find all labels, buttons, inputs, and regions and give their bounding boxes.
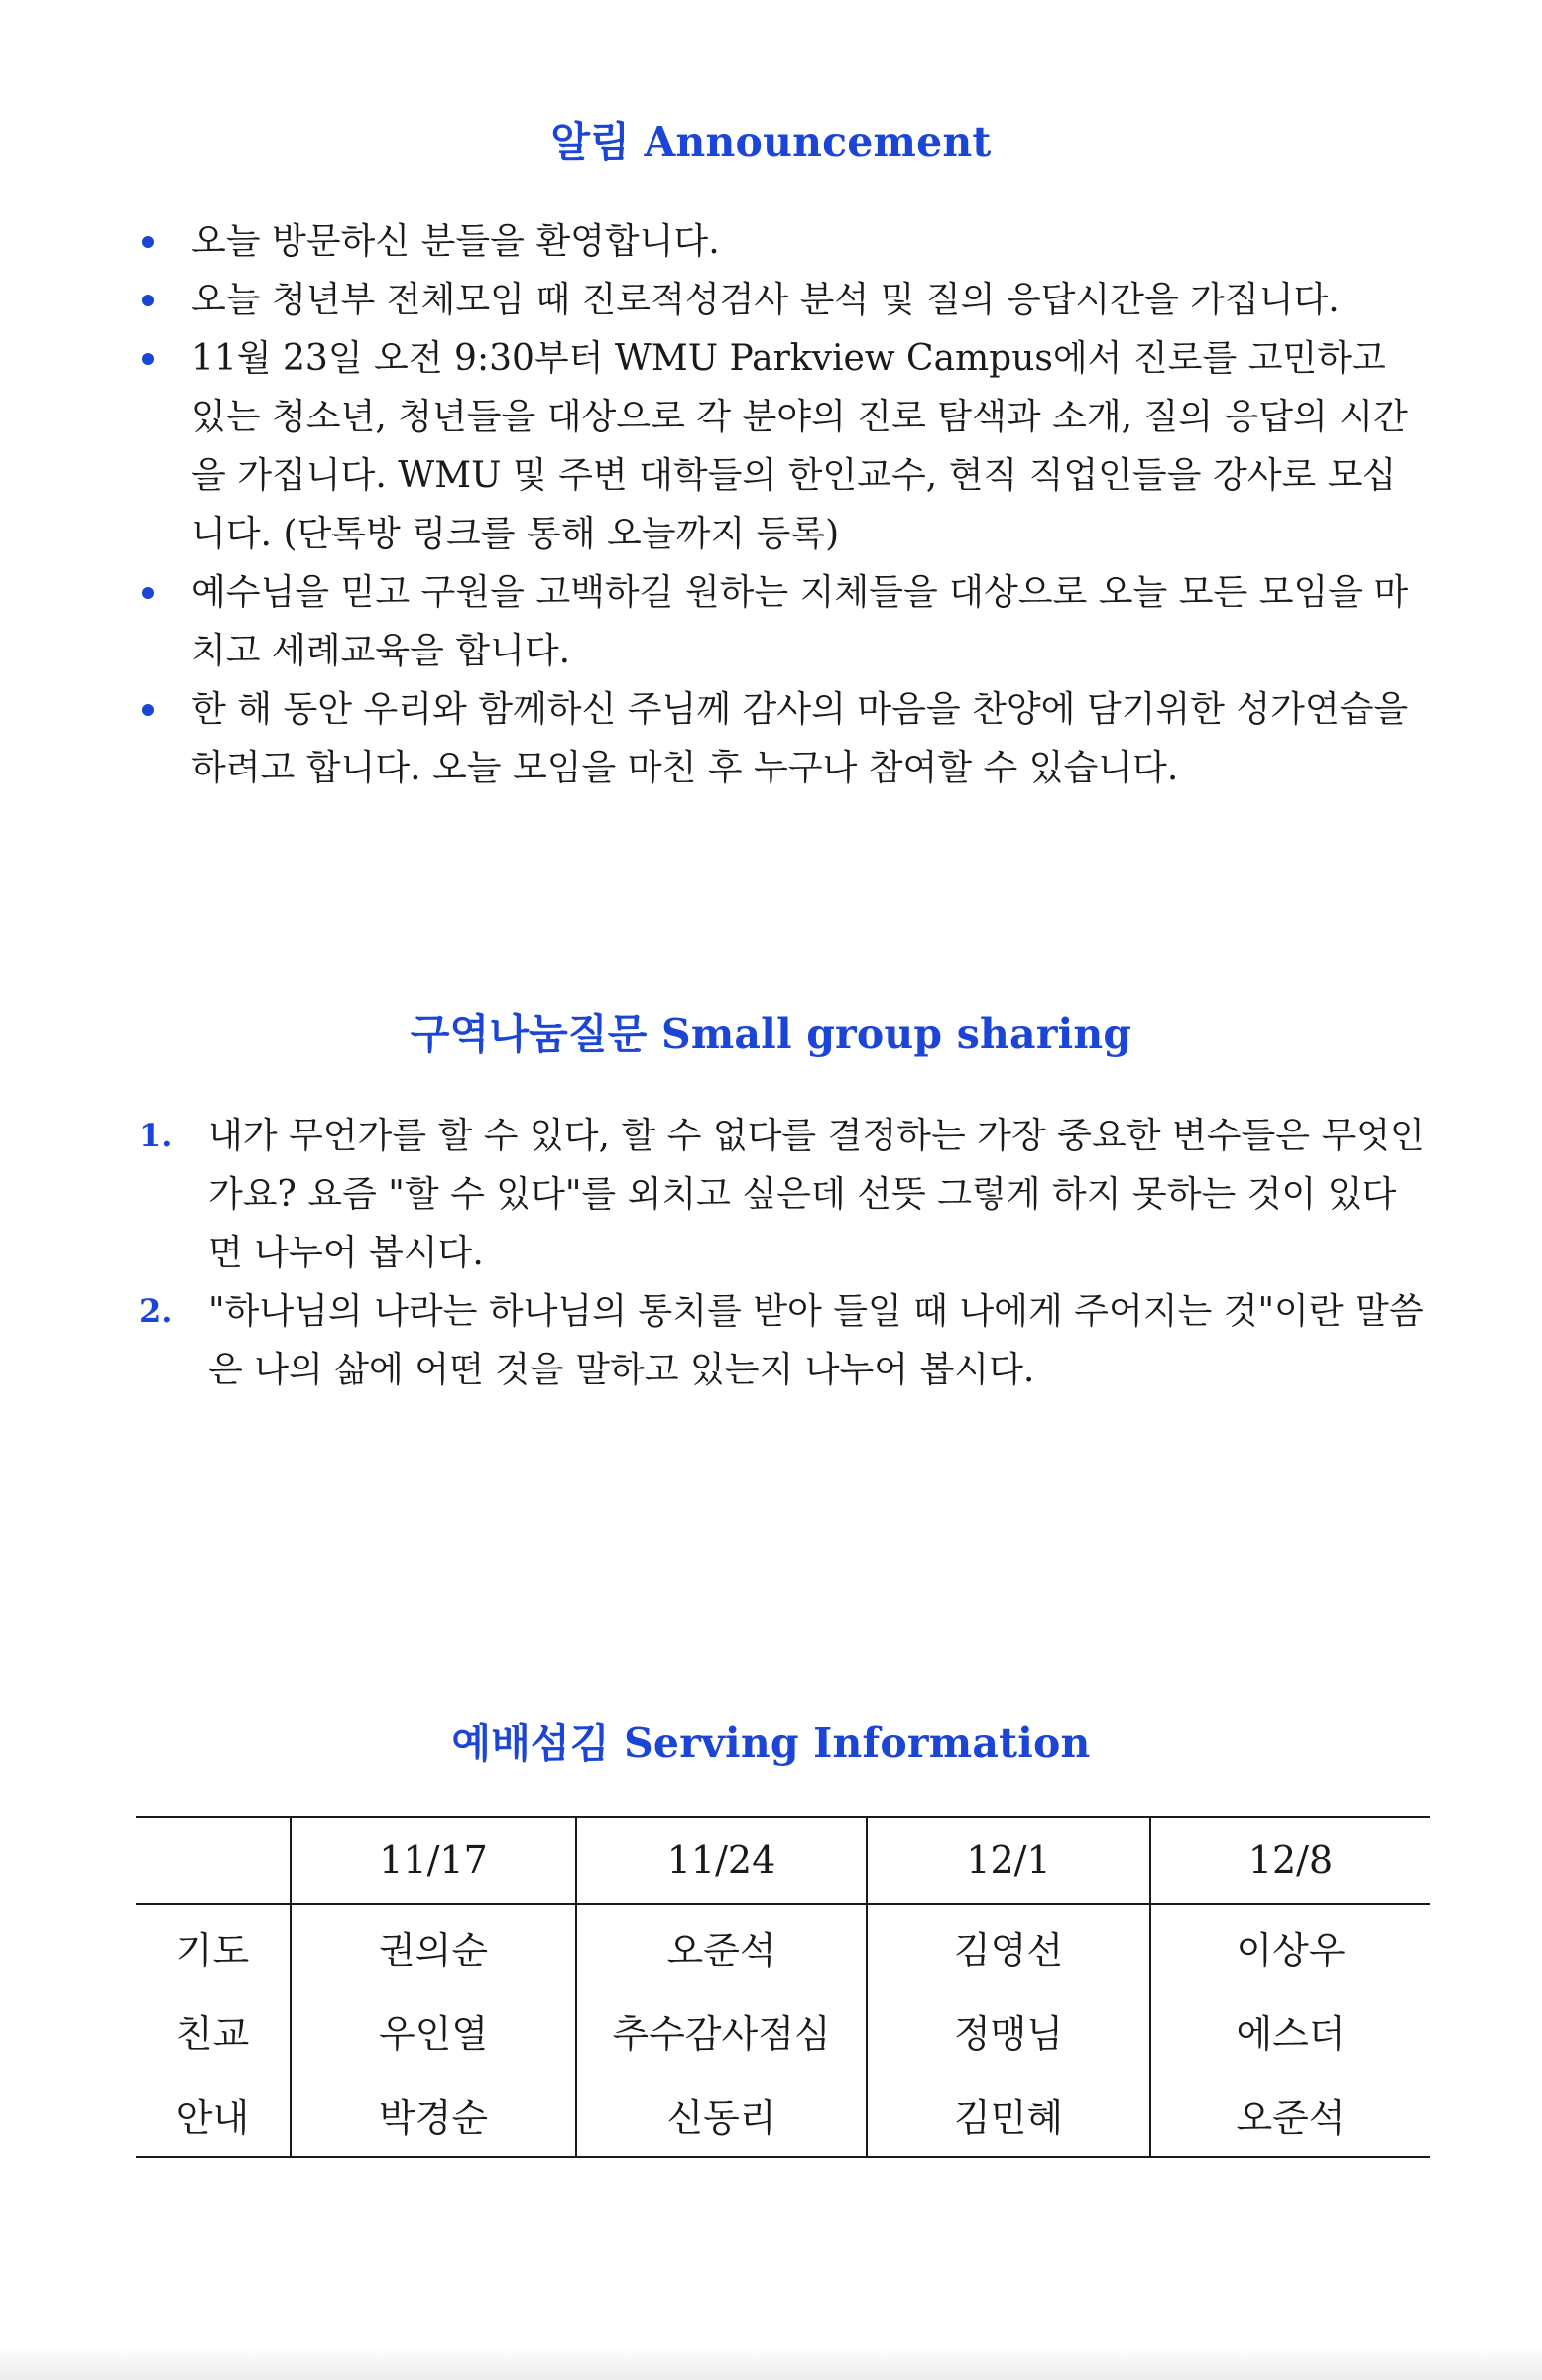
question-text: "하나님의 나라는 하나님의 통치를 받아 들일 때 나에게 주어지는 것"이란 말씀은 나의 삶에 어떤 것을 말하고 있는지 나누어 봅시다. [208, 1291, 1424, 1390]
question-list [136, 1107, 1425, 1399]
name-cell: 추수감사점심 [576, 1988, 867, 2073]
role-cell: 친교 [176, 2012, 250, 2056]
question-text: 내가 무언가를 할 수 있다, 할 수 없다를 결정하는 가장 중요한 변수들은 무엇인가요? 요즘 "할 수 있다"를 외치고 싶은데 선뜻 그렇게 하지 못하는 것이 있다면 나누어 봅시다. [208, 1116, 1425, 1273]
question-number: 1. [139, 1117, 173, 1154]
announcement-text: 오늘 방문하신 분들을 환영합니다. [191, 221, 720, 262]
serving-title: 예배섬김 Serving Information [451, 1720, 1091, 1767]
date-header: 11/17 [291, 1817, 576, 1904]
name-cell: 권의순 [291, 1904, 576, 1988]
name-cell: 김영선 [867, 1904, 1150, 1988]
corner-cell [136, 1817, 291, 1904]
name-cell: 정맹님 [867, 1988, 1150, 2073]
table-row [136, 1988, 1430, 2073]
question-number: 2. [139, 1292, 173, 1330]
bullet-icon [142, 704, 154, 716]
bullet-icon [142, 295, 154, 306]
name-cell: 우인열 [291, 1988, 576, 2073]
name-cell: 오준석 [576, 1904, 867, 1988]
role-cell: 기도 [176, 1928, 250, 1972]
question-item [136, 1107, 1425, 1282]
announcement-text: 오늘 청년부 전체모임 때 진로적성검사 분석 및 질의 응답시간을 가집니다. [191, 280, 1340, 320]
name-cell: 박경순 [291, 2073, 576, 2157]
table-row [136, 2073, 1430, 2157]
serving-table [136, 1816, 1430, 2158]
serving-header-row [136, 1817, 1430, 1904]
name-cell: 신동리 [576, 2073, 867, 2157]
page-bottom-shade [0, 2345, 1542, 2380]
question-item [136, 1282, 1425, 1399]
date-header: 12/8 [1150, 1817, 1430, 1904]
role-cell: 안내 [136, 2073, 291, 2157]
announcement-list [136, 212, 1425, 797]
announcement-item [136, 329, 1425, 563]
announcement-item [136, 271, 1425, 329]
small-group-title: 구역나눔질문 Small group sharing [410, 1011, 1132, 1058]
bullet-icon [142, 353, 154, 365]
name-cell: 에스더 [1150, 1988, 1430, 2073]
bullet-icon [142, 236, 154, 248]
bullet-icon [142, 587, 154, 599]
name-cell: 이상우 [1150, 1904, 1430, 1988]
name-cell: 오준석 [1150, 2073, 1430, 2157]
table-row [136, 1904, 1430, 1988]
announcement-text: 예수님을 믿고 구원을 고백하길 원하는 지체들을 대상으로 오늘 모든 모임을 마치고 세례교육을 합니다. [191, 572, 1409, 671]
announcement-item [136, 563, 1425, 680]
announcement-item [136, 212, 1425, 271]
name-cell: 김민혜 [867, 2073, 1150, 2157]
announcement-item [136, 680, 1425, 797]
date-header: 12/1 [867, 1817, 1150, 1904]
announcement-text: 한 해 동안 우리와 함께하신 주님께 감사의 마음을 찬양에 담기위한 성가연습을 하려고 합니다. 오늘 모임을 마친 후 누구나 참여할 수 있습니다. [191, 689, 1409, 788]
announcement-text: 11월 23일 오전 9:30부터 WMU Parkview Campus에서 진로를 고민하고 있는 청소년, 청년들을 대상으로 각 분야의 진로 탐색과 소개, 질의 응답의 시간을 가집니다. WMU 및 주변 대학들의 한인교수, 현직 직업인들을 강사로 모십니다. (단톡방 링크를 통해 오늘까지 등록) [191, 338, 1408, 554]
date-header: 11/24 [576, 1817, 867, 1904]
announcement-title: 알림 Announcement [550, 118, 992, 166]
